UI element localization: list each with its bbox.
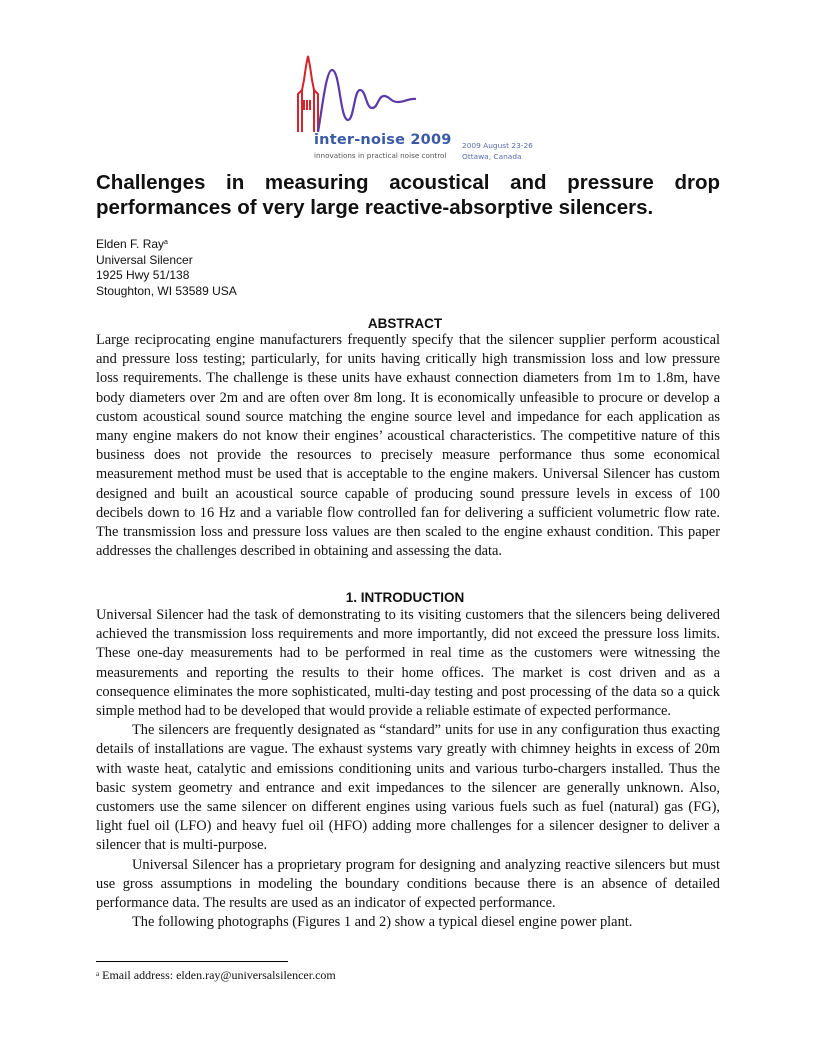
sound-wave-graphic [318,70,416,132]
tower-icon [298,56,318,132]
footnote-divider [96,961,288,962]
author-name: Elden F. Ray [96,237,165,251]
footnote-marker: a [96,970,100,978]
author-address-line2: Stoughton, WI 53589 USA [96,283,237,298]
conference-tagline: innovations in practical noise control [314,151,447,160]
conference-date: 2009 August 23-26 [462,141,533,150]
abstract-paragraph: Large reciprocating engine manufacturers frequently specify that the silencer supplier perform acoustical and pressure loss testing; particularly, for units having critically high transmission loss and low pressure loss requirements. The challenge is these units have exhaust connection diameters from 1m to 1.8m, have body diameters over 2m and are often over 8m long. It is economically unfeasible to procure or develop a custom acoustical sound source matching the engine source level and impedance for each application as many engine makers do not know their engines’ acoustical characteristics. The competitive nature of this business does not provide the resources to precisely measure performance thus some economical measurement method must be used that is acceptable to the engine makers. Universal Silencer has custom designed and built an acoustical source capable of producing sound pressure levels in excess of 100 decibels down to 16 Hz and a variable flow controlled fan for delivering a sufficient volumetric flow rate. The transmission loss and pressure loss values are then scaled to the engine exhaust condition. This paper addresses the challenges described in obtaining and assessing the data. [96,332,720,560]
conference-wordmark: inter-noise 2009 [314,132,452,148]
paper-title: Challenges in measuring acoustical and pressure drop performances of very large reactive-absorptive silencers. [96,171,720,219]
conference-place: Ottawa, Canada [462,152,522,161]
conference-logo-graphic [290,50,550,135]
introduction-heading: 1. INTRODUCTION [345,590,465,605]
introduction-paragraph-3: Universal Silencer has a proprietary program for designing and analyzing reactive silencers but must use gross assumptions in modeling the boundary conditions because there is an absence of detailed performance data. The results are used as an indicator of expected performance. [96,856,720,912]
introduction-paragraph-2: The silencers are frequently designated as “standard” units for use in any configuration thus exacting details of installations are vague. The exhaust systems vary greatly with chimney heights in excess of 20m with waste heat, catalytic and emissions conditioning units and various turbo-chargers installed. Thus the basic system geometry and entrance and exit impedances to the silencer are generally unknown. Also, customers use the same silencer on different engines using various fuels such as fuel (natural) gas (FG), light fuel oil (LFO) and heavy fuel oil (HFO) adding more challenges for a silencer designer to deliver a silencer that is multi-purpose. [96,722,720,854]
footnote [96,968,336,983]
author-affiliation: Universal Silencer [96,252,193,267]
author-name-line [96,237,237,253]
author-address-line1: 1925 Hwy 51/138 [96,268,190,282]
introduction-paragraph-4: The following photographs (Figures 1 and 2) show a typical diesel engine power plant. [132,914,633,931]
introduction-paragraph-1: Universal Silencer had the task of demonstrating to its visiting customers that the silencers being delivered achieved the transmission loss requirements and more importantly, did not exceed the pressure loss limits. These one-day measurements had to be performed in real time as the customers were witnessing the measurements and reporting the results to their home offices. The market is cost driven and as a consequence eliminates the more sophisticated, multi-day testing and post processing of the data so a quick simple method had to be developed that would provide a reliable estimate of expected performance. [96,607,720,720]
conference-logo [290,50,550,165]
author-footnote-marker: a [164,239,168,246]
footnote-text: Email address: elden.ray@universalsilencer.com [99,968,336,982]
author-block [96,237,237,299]
introduction-text [96,606,720,932]
abstract-heading: ABSTRACT [367,316,443,331]
abstract-text [96,331,720,561]
